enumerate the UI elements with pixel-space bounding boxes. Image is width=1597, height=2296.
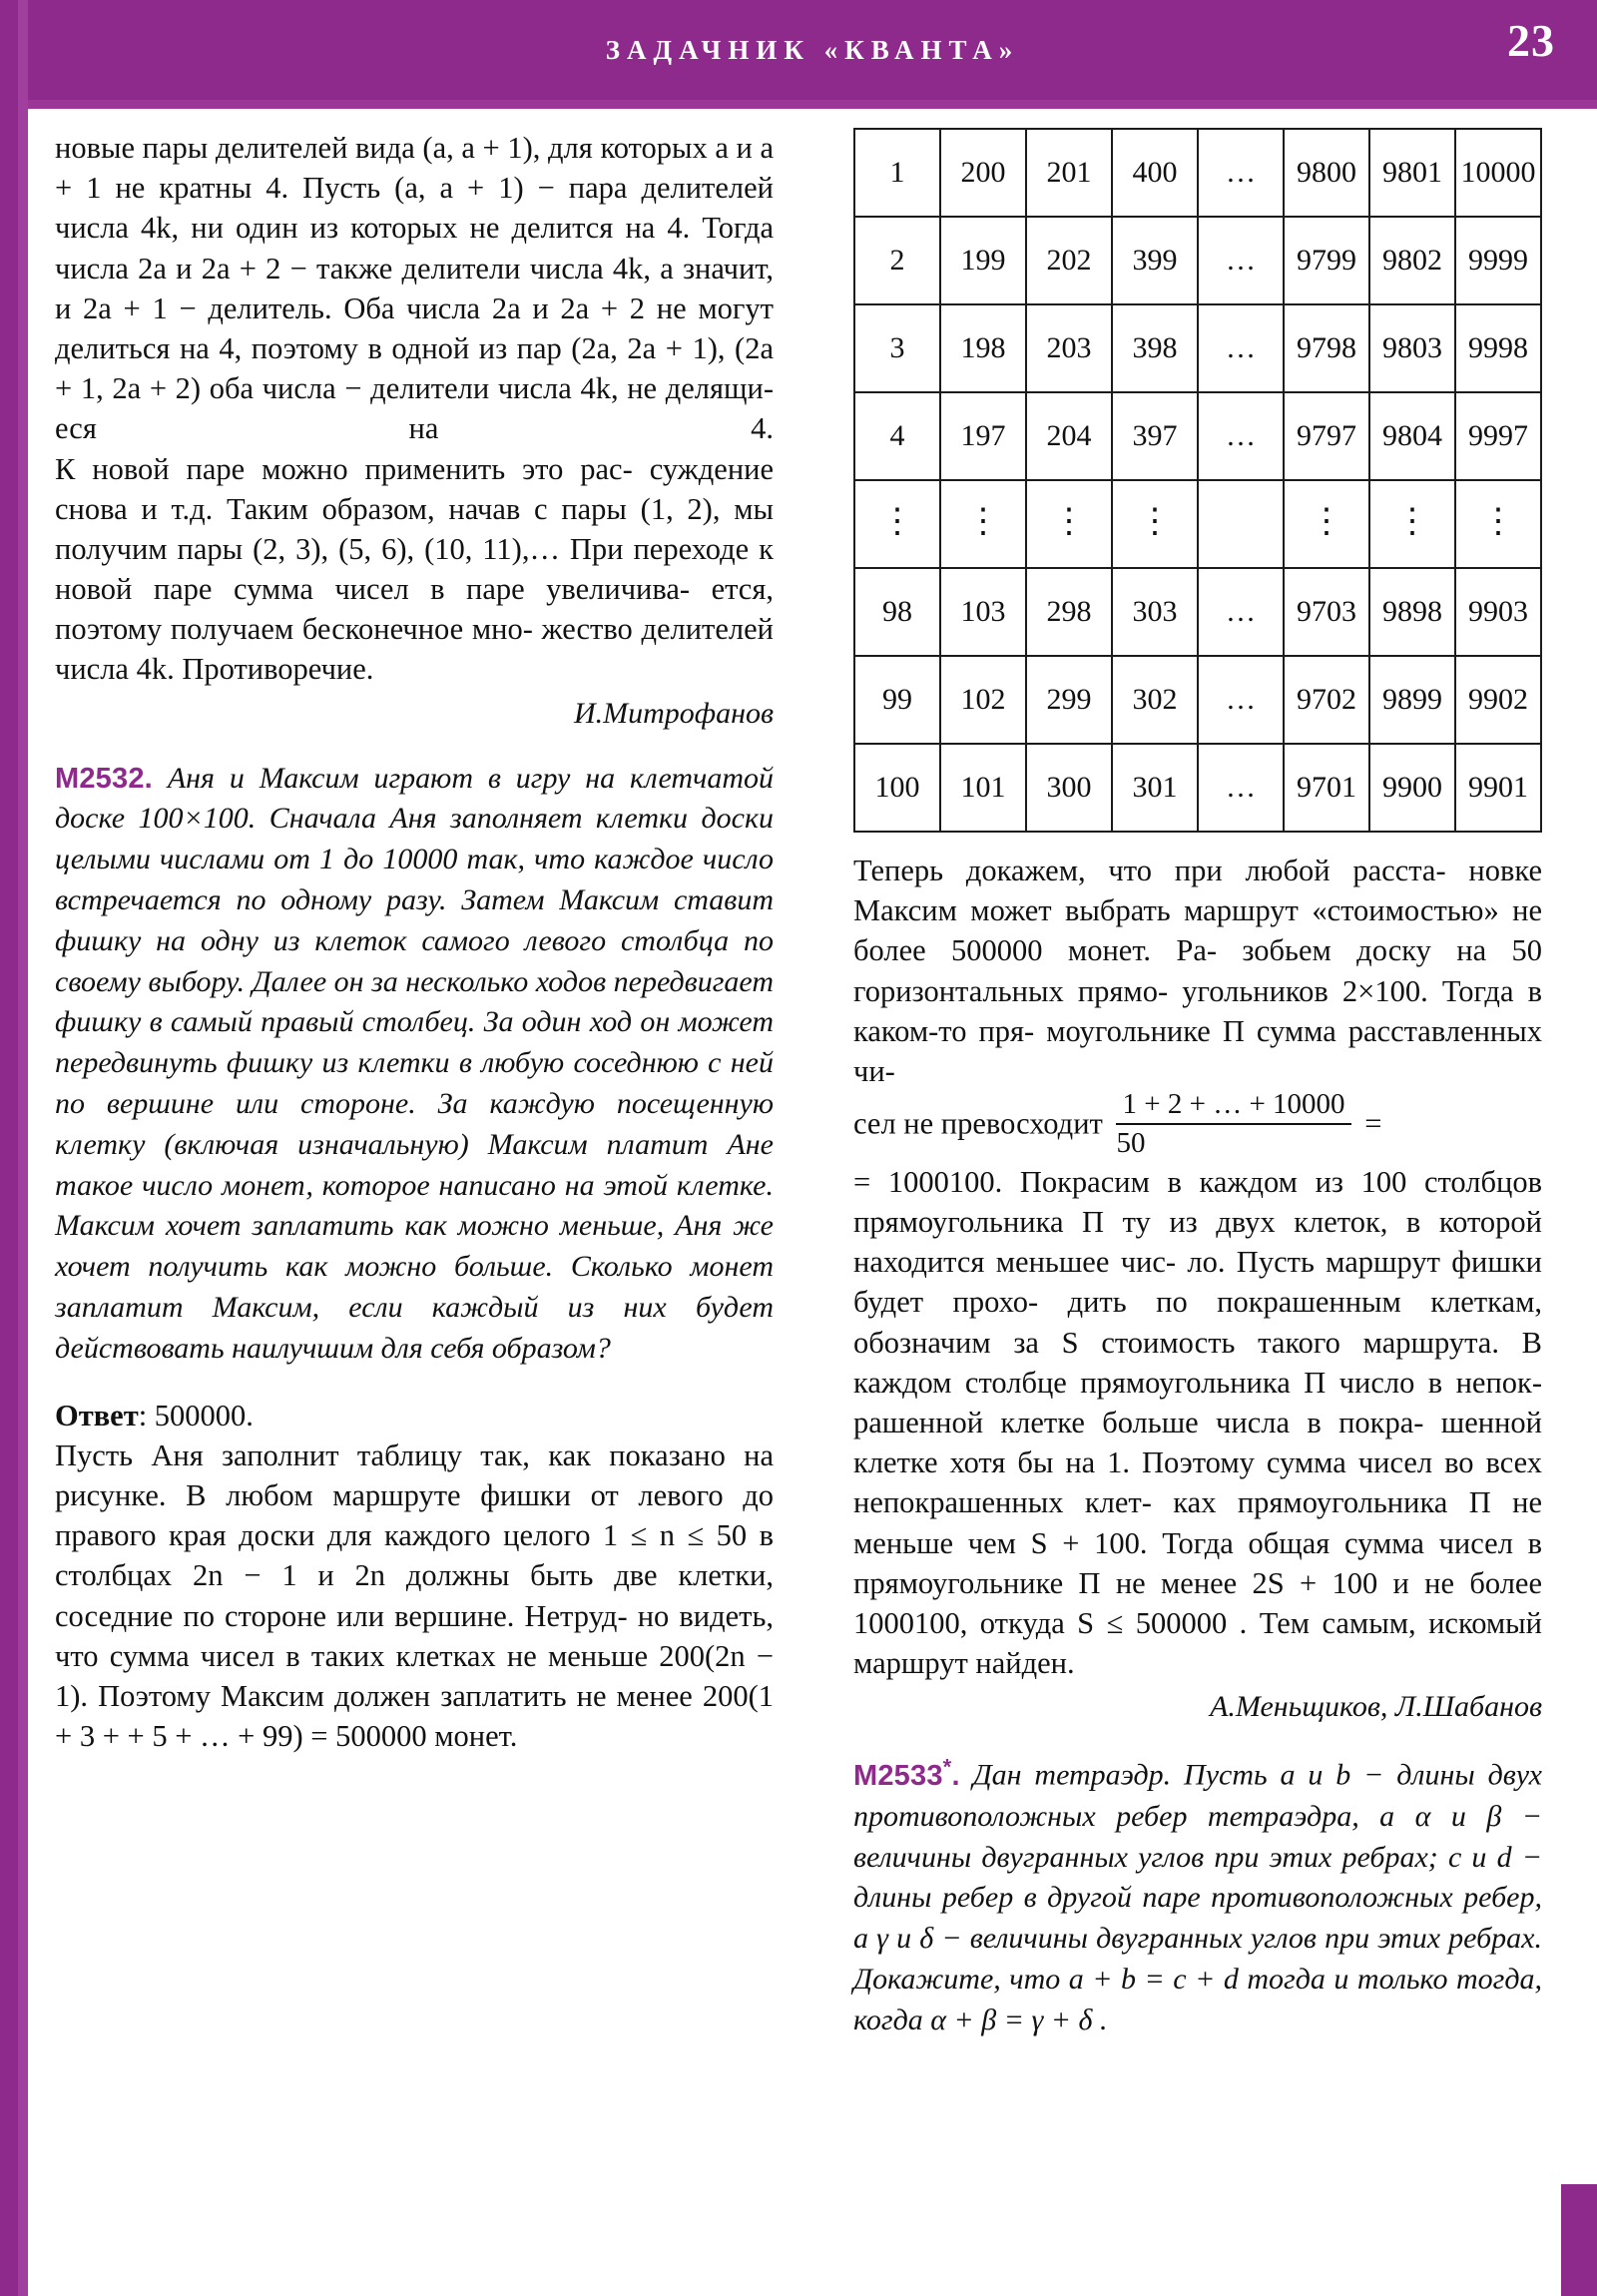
fraction-equals-sign: = — [1364, 1106, 1382, 1141]
line: клеток, в которой находится меньшее чис- — [853, 1205, 1542, 1280]
line: 2n − 1 и 2n должны быть две клетки, — [193, 1558, 774, 1593]
table-body — [854, 129, 1541, 832]
line: S + 100. Тогда общая сумма чисел в — [1030, 1525, 1543, 1560]
vertical-ellipsis-icon: ⋮ — [966, 503, 1000, 541]
table-row — [854, 304, 1541, 392]
table-cell: 200 — [940, 129, 1026, 217]
line: 2a и 2a + 2 не могут делиться на 4, поэтому — [55, 290, 774, 365]
table-cell: 398 — [1112, 304, 1198, 392]
table-cell: 9703 — [1284, 568, 1369, 656]
table-cell: 299 — [1026, 656, 1112, 744]
line: рашенной клетке больше числа в покра- — [853, 1406, 1424, 1440]
problem-m2533 — [853, 1752, 1542, 2040]
vertical-ellipsis-icon: ⋮ — [1052, 503, 1086, 541]
paragraph-divisor-pairs — [55, 128, 774, 449]
vertical-ellipsis-icon: ⋮ — [1481, 503, 1515, 541]
table-cell: 102 — [940, 656, 1026, 744]
line: фишки от левого до правого края доски — [55, 1477, 775, 1553]
line: столбце прямоугольника П число в непок- — [964, 1365, 1543, 1400]
problem-text-m2533: Дан тетраэдр. Пусть a и b − длины двух противоположных ребер тетраэдра, а α и β − величины двугранных углов при этих ребрах; c и d − длины ребер в другой паре противоположных ребер, а γ и δ − величины двугранных углов при этих ребрах. Докажите, что a + b = c + d тогда и только тогда, когда α + β = γ + δ . — [853, 1759, 1542, 2036]
line: сумма чисел во всех непокрашенных клет- — [853, 1445, 1543, 1520]
attribution-menshchikov-shabanov: А.Меньщиков, Л.Шабанов — [1210, 1690, 1542, 1724]
table-cell: … — [1198, 217, 1284, 304]
table-row — [854, 392, 1541, 480]
table-cell-vdots — [1369, 480, 1455, 568]
table-cell-vdots — [1026, 480, 1112, 568]
table-row — [854, 568, 1541, 656]
table-cell: 300 — [1026, 744, 1112, 832]
table-cell: 397 — [1112, 392, 1198, 480]
table-cell: 103 — [940, 568, 1026, 656]
table-cell: … — [1198, 304, 1284, 392]
table-cell: 1 — [854, 129, 940, 217]
table-cell: … — [1198, 129, 1284, 217]
table-cell: 199 — [940, 217, 1026, 304]
table-cell: … — [1198, 744, 1284, 832]
table-cell: 399 — [1112, 217, 1198, 304]
table-cell: … — [1198, 392, 1284, 480]
line: ло. Пусть маршрут фишки будет прохо- — [853, 1245, 1543, 1320]
table-cell-vdots — [1455, 480, 1541, 568]
table-cell: 98 — [854, 568, 940, 656]
table-cell: 301 — [1112, 744, 1198, 832]
table-cell: 302 — [1112, 656, 1198, 744]
table-cell: 9702 — [1284, 656, 1369, 744]
line: сел не превосходит — [853, 1106, 1103, 1141]
table-row — [854, 129, 1541, 217]
line: но видеть, что сумма чисел в таких клетках — [55, 1598, 774, 1673]
table-cell: 9803 — [1369, 304, 1455, 392]
line: ни один из которых не делится на 4. Тогда — [191, 211, 774, 246]
table-cell: 298 — [1026, 568, 1112, 656]
number-grid-table — [853, 128, 1542, 833]
page-edge-strip-inner — [18, 0, 28, 2296]
line: К новой паре можно применить это рас- — [55, 451, 633, 486]
line: новке Максим может выбрать маршрут — [853, 854, 1542, 928]
table-cell: 9900 — [1369, 744, 1455, 832]
line: 4k, а значит, и 2a + 1 − делитель. Оба числа — [55, 251, 775, 325]
line: числа 2a и 2a + 2 − также делители числа — [55, 251, 604, 286]
problem-number-period: . — [951, 1760, 960, 1792]
table-cell: 9899 — [1369, 656, 1455, 744]
table-cell: 198 — [940, 304, 1026, 392]
answer-value: : 500000. — [138, 1398, 254, 1433]
table-cell: 303 — [1112, 568, 1198, 656]
page-number: 23 — [1507, 15, 1555, 66]
line: Тем самым, искомый маршрут найден. — [853, 1605, 1542, 1681]
table-cell: 9801 — [1369, 129, 1455, 217]
line: ках прямоугольника П не меньше чем — [853, 1485, 1542, 1560]
table-cell: 400 — [1112, 129, 1198, 217]
line: показано на рисунке. В любом маршруте — [55, 1437, 775, 1512]
fraction-line — [853, 1088, 1542, 1162]
table-cell: 9797 — [1284, 392, 1369, 480]
fraction-denominator: 50 — [1116, 1127, 1146, 1160]
line: не меньше 200(2n − 1). Поэтому Максим — [55, 1638, 775, 1713]
table-cell: 9998 — [1455, 304, 1541, 392]
fraction-numerator: 1 + 2 + … + 10000 — [1116, 1089, 1350, 1125]
line: моугольнике П сумма расставленных чи- — [853, 1013, 1542, 1088]
line: + 5 + … + 99) = 500000 монет. — [127, 1719, 518, 1754]
table-cell: 202 — [1026, 217, 1112, 304]
table-cell-vdots — [854, 480, 940, 568]
table-cell: 9898 — [1369, 568, 1455, 656]
line: более 1000100, откуда S ≤ 500000 . — [853, 1565, 1542, 1640]
table-cell: 4 — [854, 392, 940, 480]
table-cell: … — [1198, 656, 1284, 744]
vertical-ellipsis-icon: ⋮ — [1395, 503, 1429, 541]
table-cell: 9804 — [1369, 392, 1455, 480]
problem-number-m2532: M2532. — [55, 762, 153, 795]
line: Пусть Аня заполнит таблицу так, как — [55, 1437, 591, 1472]
line: (2, 3), (5, 6), (10, 11),… При переходе к — [253, 531, 774, 566]
table-row — [854, 656, 1541, 744]
line: Теперь докажем, что при любой расста- — [853, 854, 1446, 887]
line: угольников 2×100. Тогда в каком-то пря- — [853, 973, 1543, 1048]
page-title: ЗАДАЧНИК «КВАНТА» — [605, 34, 1020, 65]
fraction-expression — [1116, 1089, 1350, 1160]
table-cell: 9901 — [1455, 744, 1541, 832]
table-cell: 9701 — [1284, 744, 1369, 832]
line: которых a и a + 1 не кратны 4. — [55, 131, 774, 206]
table-cell: 201 — [1026, 129, 1112, 217]
problem-star-marker: * — [942, 1754, 952, 1780]
line: дить по покрашенным клеткам, обозначим — [853, 1285, 1542, 1360]
table-row — [854, 217, 1541, 304]
table-cell: 197 — [940, 392, 1026, 480]
line: «стоимостью» не более 500000 монет. Ра- — [853, 893, 1542, 968]
table-cell-vdots — [1284, 480, 1369, 568]
line: новой паре сумма чисел в паре увеличива- — [55, 572, 691, 607]
header-banner — [28, 0, 1597, 100]
line: = 1000100. Покрасим в каждом из 100 — [853, 1164, 1407, 1199]
line: ется, поэтому получаем бесконечное мно- — [55, 572, 774, 647]
table-cell: 10000 — [1455, 129, 1541, 217]
table-cell: 99 — [854, 656, 940, 744]
problem-m2532 — [55, 759, 774, 1370]
table-cell: 101 — [940, 744, 1026, 832]
table-cell: 9999 — [1455, 217, 1541, 304]
answer-label: Ответ — [55, 1398, 139, 1433]
table-cell-empty — [1198, 480, 1284, 568]
line: жество делителей числа 4k. Противоречие. — [55, 612, 774, 687]
page-edge-strip-outer — [0, 0, 18, 2296]
answer-line — [55, 1396, 774, 1435]
table-row — [854, 744, 1541, 832]
table-cell: … — [1198, 568, 1284, 656]
vertical-ellipsis-icon: ⋮ — [1138, 503, 1172, 541]
table-cell: 100 — [854, 744, 940, 832]
line: прямоугольнике П не менее 2S + 100 и не — [853, 1565, 1455, 1600]
line: за S стоимость такого маршрута. В каждом — [853, 1325, 1542, 1400]
table-cell-vdots — [940, 480, 1026, 568]
line: оба числа − делители числа 4k, не делящи- — [209, 371, 774, 406]
line: Пусть (a, a + 1) − пара делителей числа 4k, — [55, 171, 774, 246]
attribution-mitrofanov: И.Митрофанов — [573, 696, 774, 730]
line: шенной клетке хотя бы на 1. Поэтому — [853, 1406, 1542, 1480]
vertical-ellipsis-icon: ⋮ — [1310, 503, 1343, 541]
header-banner-shade — [28, 100, 1597, 109]
table-cell: 9903 — [1455, 568, 1541, 656]
line: новые пары делителей вида (a, a + 1), для — [55, 131, 593, 165]
table-cell: 204 — [1026, 392, 1112, 480]
problem-number-text: M2533 — [853, 1760, 943, 1792]
line: еся на 4. — [55, 411, 774, 446]
table-cell: 9800 — [1284, 129, 1369, 217]
table-cell-vdots — [1112, 480, 1198, 568]
line: столбцов прямоугольника П ту из двух — [853, 1164, 1542, 1240]
page-corner-strip — [1561, 2184, 1597, 2296]
line: должен заплатить не менее 200(1 + 3 + — [55, 1678, 775, 1754]
table-cell: 9802 — [1369, 217, 1455, 304]
line: начав с пары (1, 2), мы получим пары — [55, 491, 774, 566]
problem-number-m2533 — [853, 1754, 960, 1792]
table-row-ellipsis — [854, 480, 1541, 568]
table-cell: 9798 — [1284, 304, 1369, 392]
table-cell: 9997 — [1455, 392, 1541, 480]
table-cell: 3 — [854, 304, 940, 392]
table-cell: 9902 — [1455, 656, 1541, 744]
line: в одной из пар (2a, 2a + 1), (2a + 1, 2a + 2) — [55, 330, 774, 406]
problem-text-m2532: Аня и Максим играют в игру на клетчатой доске 100×100. Сначала Аня заполняет клетки доски целыми числами от 1 до 10000 так, что каждое число встречается по одному разу. Затем Максим ставит фишку на одну из клеток самого левого столбца по своему выбору. Далее он за несколько ходов передвигает фишку в самый правый столбец. За один ход он может передвинуть фишку из клетки в любую соседнюю с ней по вершине или стороне. За каждую посещенную клетку (включая изначальную) Максим платит Ане такое число монет, которое написано на этой клетке. Максим хочет заплатить как можно меньше, Аня же хочет получить как можно больше. Сколько монет заплатит Максим, если каждый из них будет действовать наилучшим для себя образом? — [55, 761, 774, 1365]
table-cell: 2 — [854, 217, 940, 304]
line: соседние по стороне или вершине. Нетруд- — [55, 1598, 628, 1633]
paragraph-proof-part2 — [853, 1162, 1542, 1683]
line: зобьем доску на 50 горизонтальных прямо- — [853, 933, 1543, 1008]
line: для каждого целого 1 ≤ n ≤ 50 в столбцах — [55, 1518, 774, 1593]
paragraph-contradiction — [55, 449, 774, 690]
paragraph-solution — [55, 1435, 774, 1757]
right-column — [853, 128, 1542, 2041]
left-column — [55, 128, 774, 1756]
line: суждение снова и т.д. Таким образом, — [55, 451, 774, 526]
paragraph-proof-part1 — [853, 851, 1542, 1091]
table-cell: 9799 — [1284, 217, 1369, 304]
table-cell: 203 — [1026, 304, 1112, 392]
vertical-ellipsis-icon: ⋮ — [880, 503, 914, 541]
